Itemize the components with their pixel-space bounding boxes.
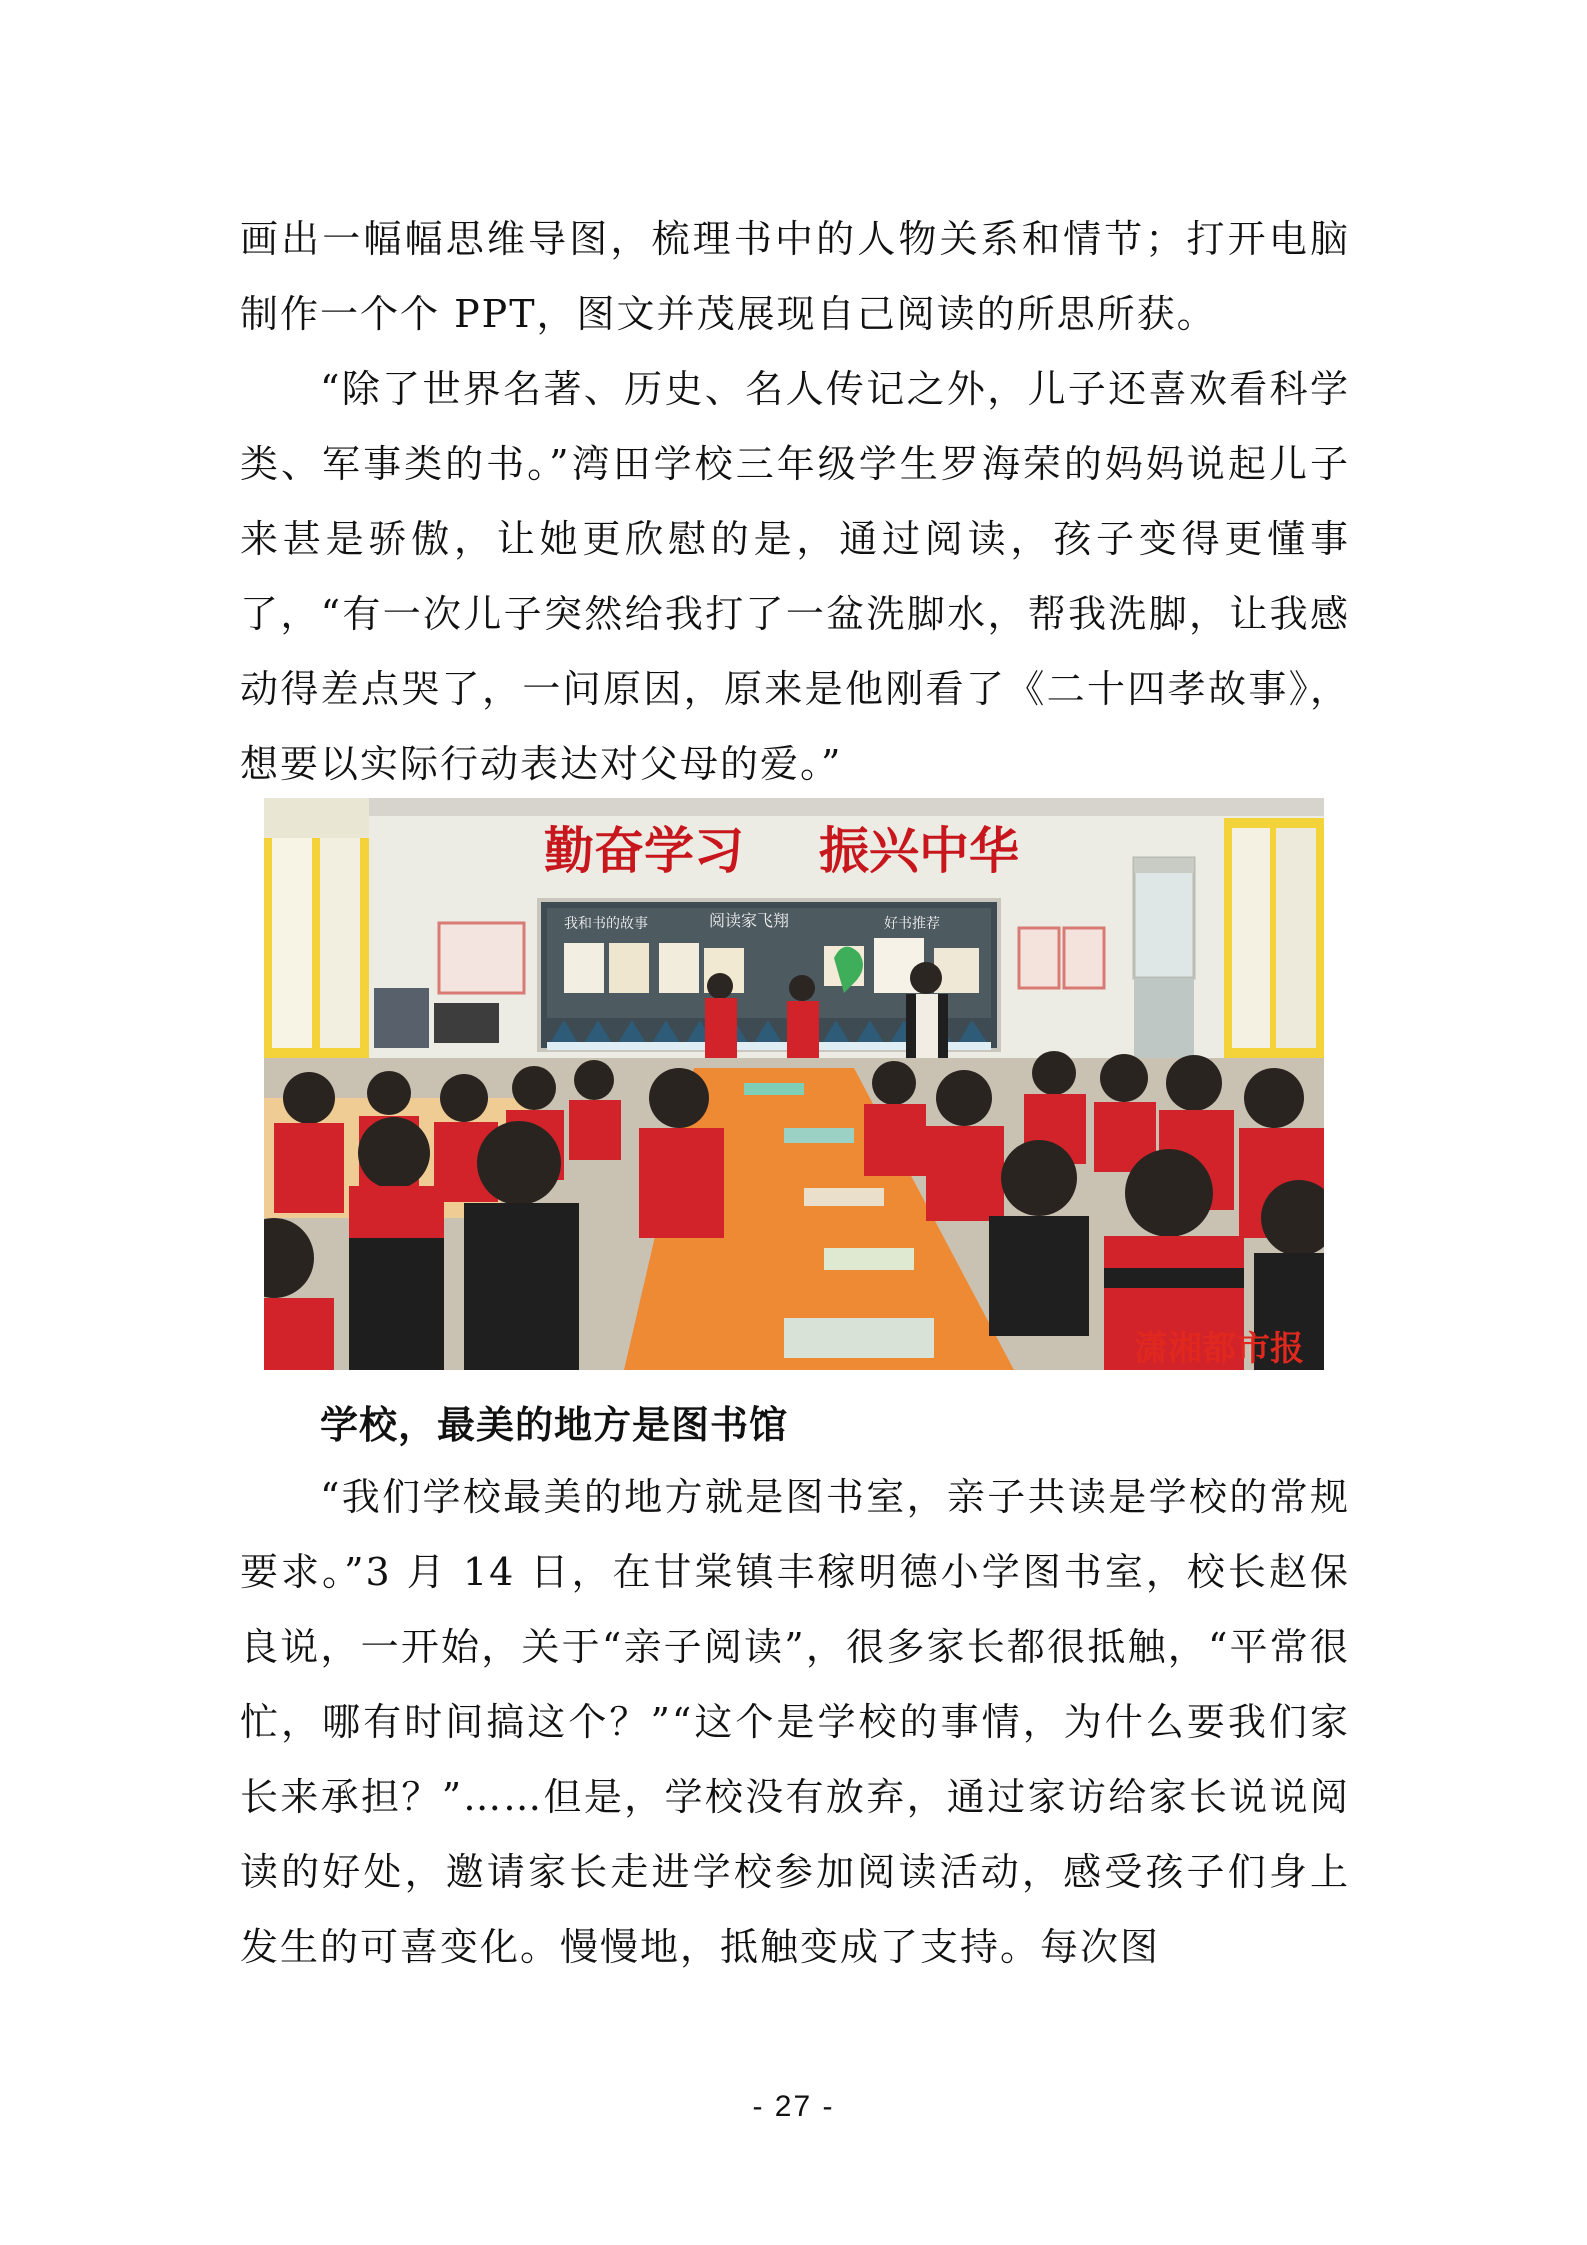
banner-right-text: 振兴中华 <box>819 822 1019 880</box>
paragraph-library: “我们学校最美的地方就是图书室，亲子共读是学校的常规要求。”3 月 14 日，在甘棠镇丰稼明德小学图书室，校长赵保良说，一开始，关于“亲子阅读”，很多家长都很抵触，“平常很忙，哪有时间搞这个？”“这个是学校的事情，为什么要我们家长来承担？”……但是，学校没有放弃，通过家访给家长说说阅读的好处，邀请家长走进学校参加阅读活动，感受孩子们身上发生的可喜变化。慢慢地，抵触变成了支持。每次图 <box>240 1475 1350 1969</box>
watermark-text: 潇湘都市报 <box>1134 1329 1304 1369</box>
board-label-3: 好书推荐 <box>884 916 940 932</box>
paragraph-mind-map: 画出一幅幅思维导图，梳理书中的人物关系和情节；打开电脑制作一个个 PPT，图文并茂展现自己阅读的所思所获。 <box>240 217 1350 336</box>
section-heading: 学校，最美的地方是图书馆 <box>320 1403 789 1447</box>
paragraph-parent-quote: “除了世界名著、历史、名人传记之外，儿子还喜欢看科学类、军事类的书。”湾田学校三年级学生罗海荣的妈妈说起儿子来甚是骄傲，让她更欣慰的是，通过阅读，孩子变得更懂事了，“有一次儿子突然给我打了一盆洗脚水，帮我洗脚，让我感动得差点哭了，一问原因，原来是他刚看了《二十四孝故事》，想要以实际行动表达对父母的爱。” <box>240 367 1350 786</box>
banner-left-text: 勤奋学习 <box>544 822 744 880</box>
board-label-2: 阅读家飞翔 <box>709 911 790 930</box>
left-window <box>264 798 369 1058</box>
page-number: - 27 - <box>752 2090 835 2123</box>
classroom-photo <box>264 798 1324 1370</box>
classroom-photo-illustration <box>264 798 1324 1370</box>
board-label-1: 我和书的故事 <box>564 916 648 932</box>
